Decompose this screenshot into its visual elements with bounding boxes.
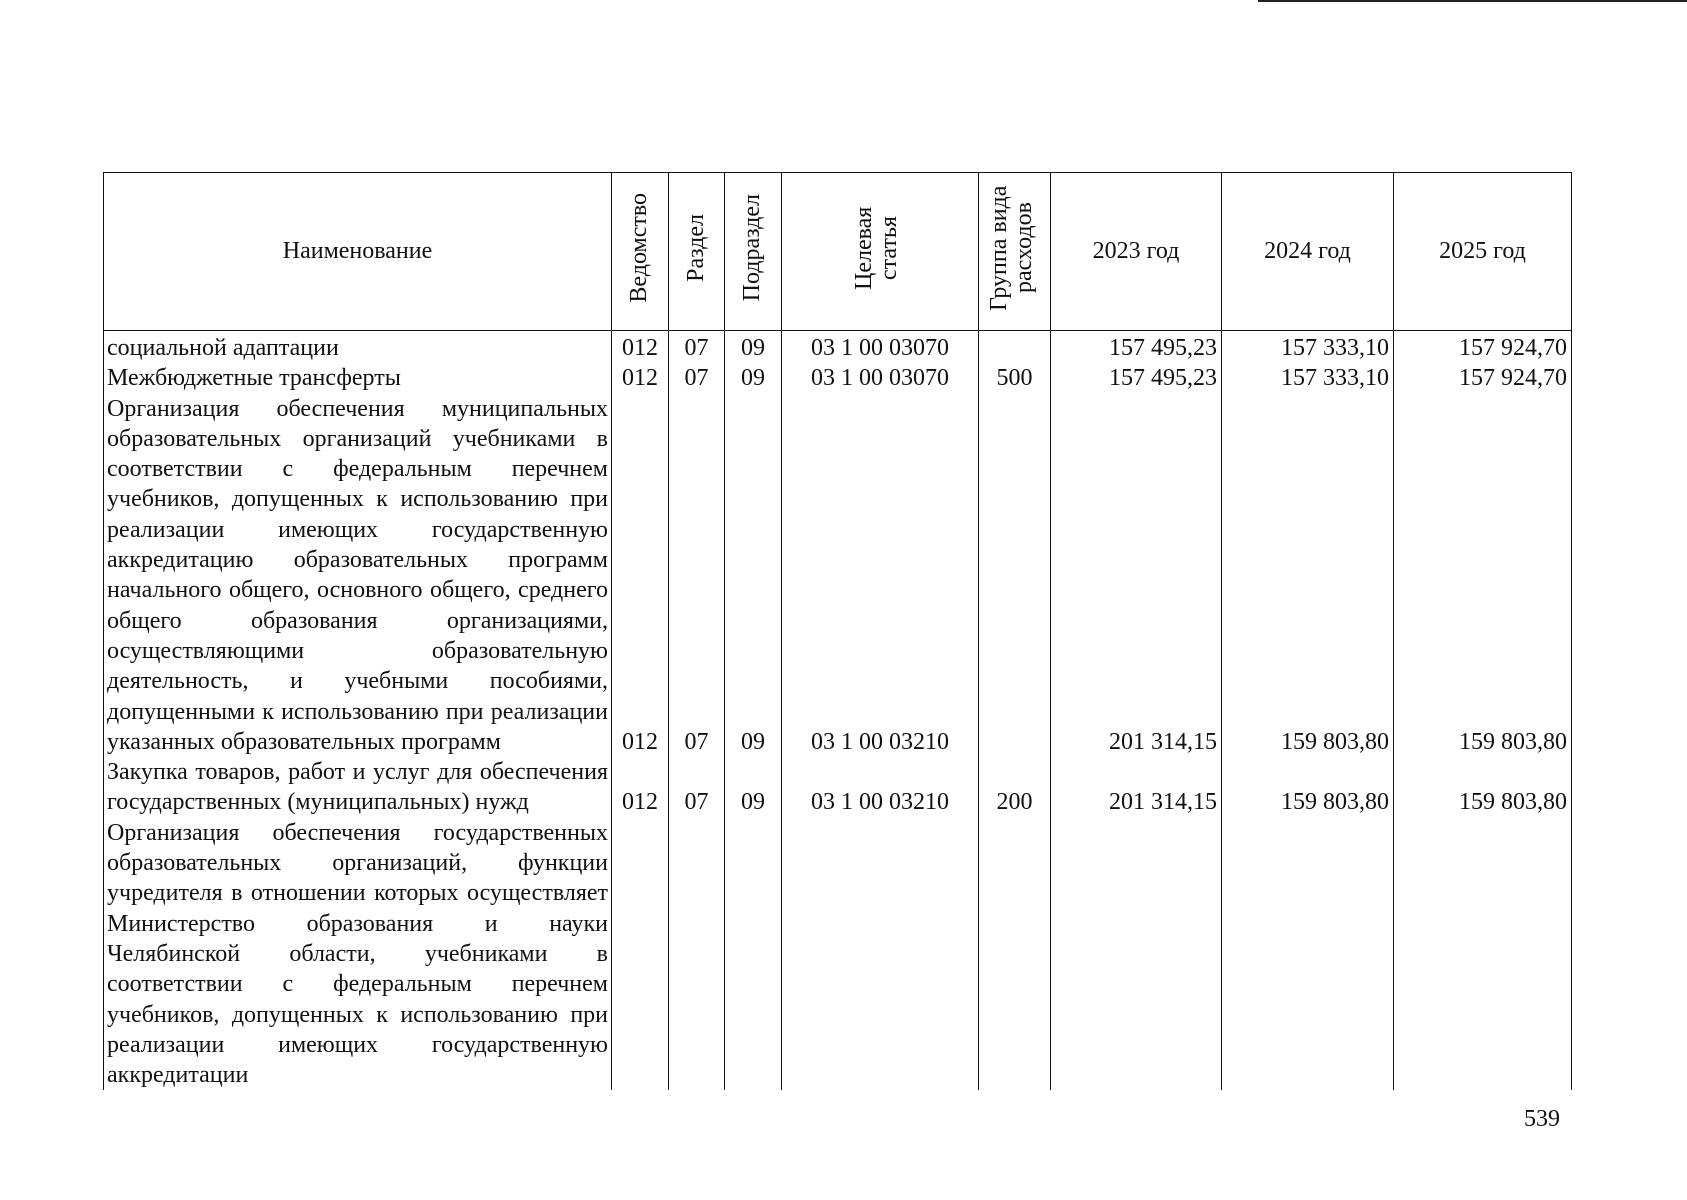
- table-body: [104, 331, 1572, 1091]
- row-vedomstvo: 012: [612, 394, 669, 758]
- row-gruppa: [979, 818, 1051, 1091]
- row-celevaya-statya: [782, 818, 979, 1091]
- row-amount-2024: 159 803,80: [1222, 394, 1394, 758]
- row-podrazdel: 09: [725, 363, 782, 393]
- table-row: [104, 394, 1572, 758]
- row-podrazdel: [725, 818, 782, 1091]
- row-name: Межбюджетные трансферты: [104, 363, 612, 393]
- header-celevaya-statya: Целевая статья: [782, 173, 979, 331]
- row-amount-2023: 201 314,15: [1051, 394, 1222, 758]
- row-amount-2023: [1051, 818, 1222, 1091]
- row-vedomstvo: 012: [612, 363, 669, 393]
- row-amount-2025: 159 803,80: [1394, 394, 1572, 758]
- row-name: Закупка товаров, работ и услуг для обеспечения государственных (муниципальных) нужд: [104, 757, 612, 818]
- header-year-2024: 2024 год: [1222, 173, 1394, 331]
- header-name: Наименование: [104, 173, 612, 331]
- row-amount-2023: 157 495,23: [1051, 331, 1222, 364]
- header-row: [104, 173, 1572, 331]
- row-podrazdel: 09: [725, 757, 782, 818]
- row-celevaya-statya: 03 1 00 03070: [782, 331, 979, 364]
- row-amount-2025: 157 924,70: [1394, 331, 1572, 364]
- budget-table: [103, 172, 1572, 1090]
- row-vedomstvo: [612, 818, 669, 1091]
- row-vedomstvo: 012: [612, 757, 669, 818]
- row-razdel: [669, 818, 725, 1091]
- row-podrazdel: 09: [725, 331, 782, 364]
- header-year-2023: 2023 год: [1051, 173, 1222, 331]
- header-podrazdel: Подраздел: [725, 173, 782, 331]
- table-row: [104, 331, 1572, 364]
- row-celevaya-statya: 03 1 00 03210: [782, 757, 979, 818]
- row-amount-2025: 159 803,80: [1394, 757, 1572, 818]
- row-name: Организация обеспечения государственных образовательных организаций, функции учредителя в отношении которых осуществляет Министерство образования и науки Челябинской области, учебниками в соответствии с федеральным перечнем учебников, допущенных к использованию при реализации имеющих государственную аккредитации: [104, 818, 612, 1091]
- row-podrazdel: 09: [725, 394, 782, 758]
- header-razdel: Раздел: [669, 173, 725, 331]
- row-amount-2024: 157 333,10: [1222, 363, 1394, 393]
- row-gruppa: 500: [979, 363, 1051, 393]
- row-razdel: 07: [669, 363, 725, 393]
- row-razdel: 07: [669, 394, 725, 758]
- row-amount-2024: 157 333,10: [1222, 331, 1394, 364]
- row-razdel: 07: [669, 757, 725, 818]
- row-amount-2023: 157 495,23: [1051, 363, 1222, 393]
- table-row: [104, 818, 1572, 1091]
- row-celevaya-statya: 03 1 00 03210: [782, 394, 979, 758]
- row-amount-2024: [1222, 818, 1394, 1091]
- header-year-2025: 2025 год: [1394, 173, 1572, 331]
- row-amount-2023: 201 314,15: [1051, 757, 1222, 818]
- row-amount-2025: [1394, 818, 1572, 1091]
- top-edge-rule: [1258, 0, 1687, 2]
- header-vedomstvo: Ведомство: [612, 173, 669, 331]
- row-amount-2024: 159 803,80: [1222, 757, 1394, 818]
- table-header: [104, 173, 1572, 331]
- header-gruppa-vida-rashodov: Группа вида расходов: [979, 173, 1051, 331]
- row-razdel: 07: [669, 331, 725, 364]
- row-gruppa: [979, 394, 1051, 758]
- row-celevaya-statya: 03 1 00 03070: [782, 363, 979, 393]
- page-number: 539: [1524, 1106, 1560, 1132]
- table-row: [104, 363, 1572, 393]
- row-amount-2025: 157 924,70: [1394, 363, 1572, 393]
- row-name: Организация обеспечения муниципальных образовательных организаций учебниками в соответствии с федеральным перечнем учебников, допущенных к использованию при реализации имеющих государственную аккредитацию образовательных программ начального общего, основного общего, среднего общего образования организациями, осуществляющими образовательную деятельность, и учебными пособиями, допущенными к использованию при реализации указанных образовательных программ: [104, 394, 612, 758]
- row-gruppa: [979, 331, 1051, 364]
- table-row: [104, 757, 1572, 818]
- row-name: социальной адаптации: [104, 331, 612, 364]
- row-gruppa: 200: [979, 757, 1051, 818]
- row-vedomstvo: 012: [612, 331, 669, 364]
